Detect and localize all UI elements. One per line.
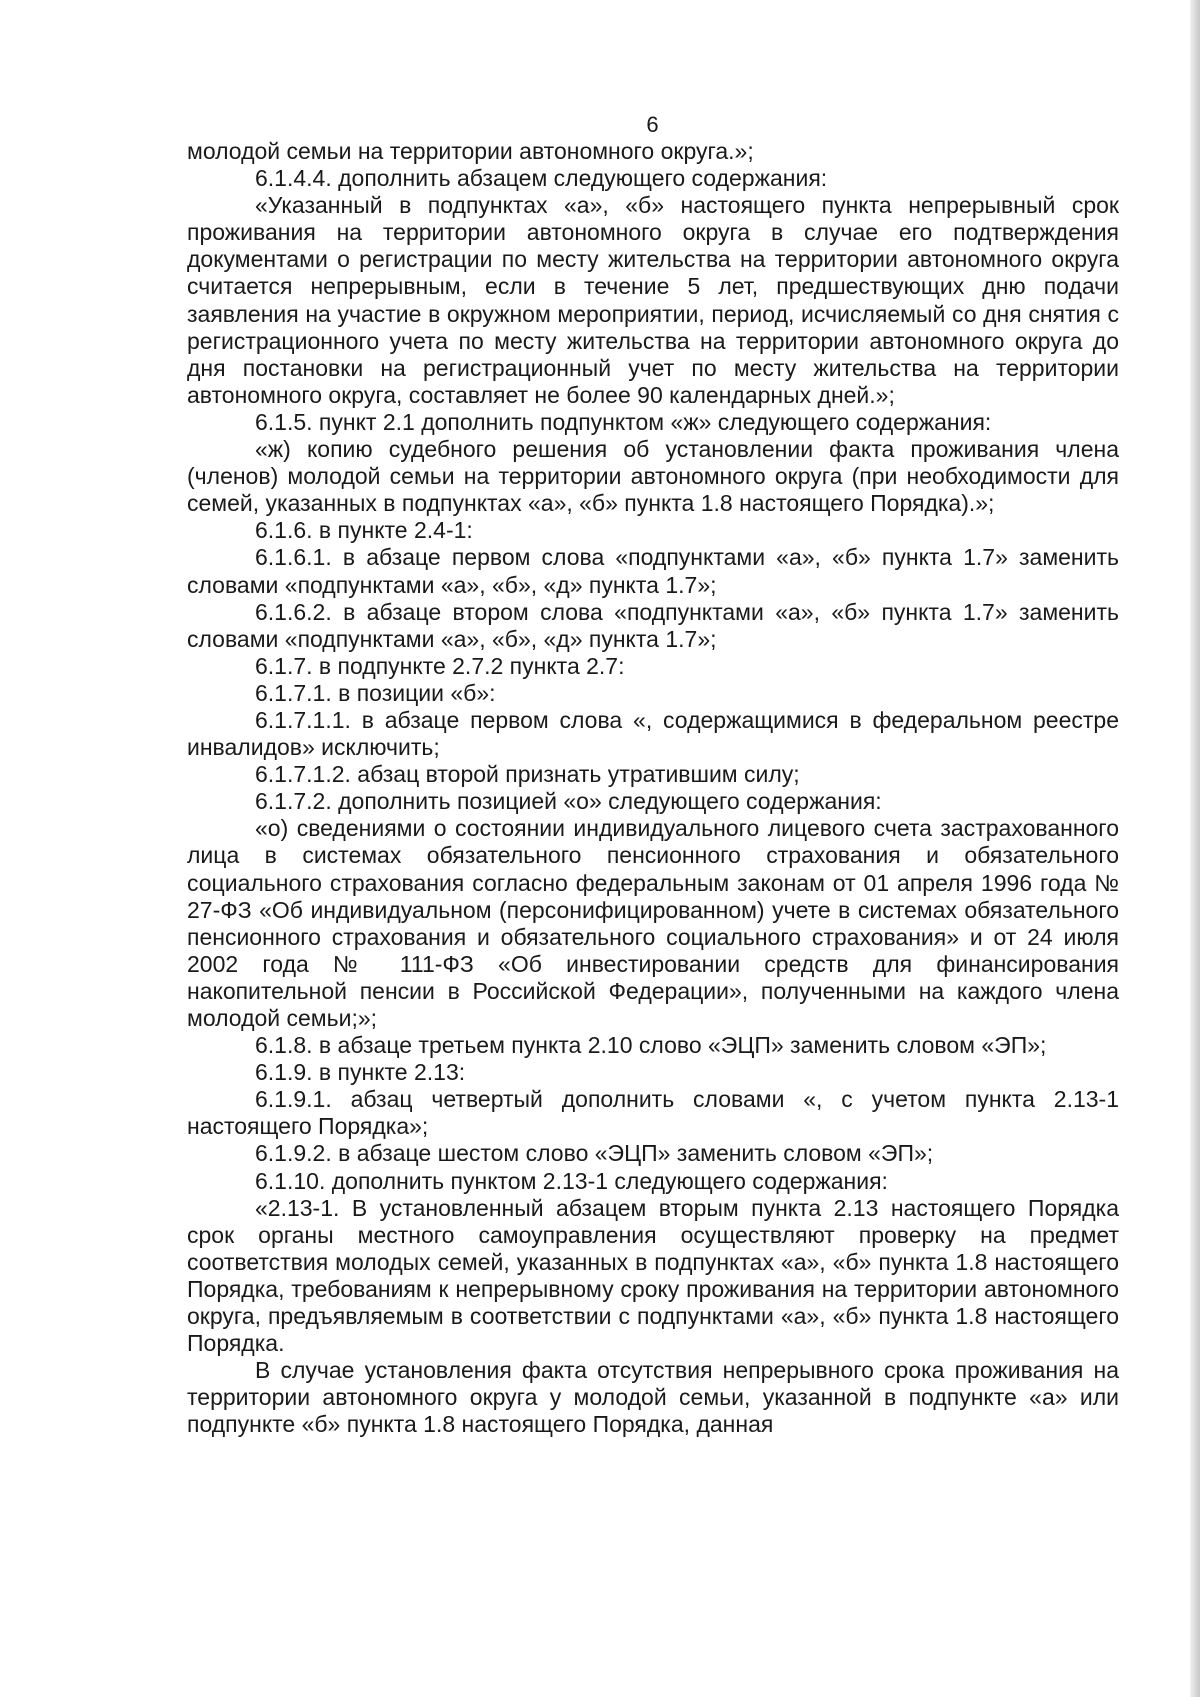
paragraph: 6.1.9. в пункте 2.13: [255,1059,466,1086]
paragraph: «о) сведениями о состоянии индивидуального лицевого счета застрахованного лица в системах обязательного пенсионного страхования и обязательного социального страхования согласно федеральным законам от 01 апреля 1996 года № 27-ФЗ «Об индивидуальном (персонифицированном) учете в системах обязательного пенсионного страхования и обязательного социального страхования» и от 24 июля 2002 года № 111-ФЗ «Об инвестировании средств для финансирования накопительной пенсии в Российской Федерации», полученными на каждого члена молодой семьи;»; [187,815,1119,1031]
paragraph: 6.1.8. в абзаце третьем пункта 2.10 слово «ЭЦП» заменить словом «ЭП»; [255,1032,1047,1059]
paragraph: 6.1.6.1. в абзаце первом слова «подпунктами «а», «б» пункта 1.7» заменить словами «подпунктами «а», «б», «д» пункта 1.7»; [187,544,1119,598]
document-body [187,138,1119,1439]
paragraph: 6.1.5. пункт 2.1 дополнить подпунктом «ж» следующего содержания: [255,408,992,435]
scan-edge-shadow [1190,0,1200,1697]
paragraph: 6.1.6.2. в абзаце втором слова «подпунктами «а», «б» пункта 1.7» заменить словами «подпунктами «а», «б», «д» пункта 1.7»; [187,598,1119,652]
page-number: 6 [646,112,659,137]
paragraph: 6.1.6. в пункте 2.4-1: [255,517,473,544]
paragraph: 6.1.10. дополнить пунктом 2.13-1 следующего содержания: [255,1167,888,1194]
paragraph: 6.1.9.1. абзац четвертый дополнить словами «, с учетом пункта 2.13-1 настоящего Порядка»; [187,1086,1119,1140]
paragraph: молодой семьи на территории автономного округа.»; [187,138,754,164]
paragraph: 6.1.7.1.1. в абзаце первом слова «, содержащимися в федеральном реестре инвалидов» исключить; [187,706,1119,761]
paragraph: 6.1.7.1. в позиции «б»: [255,679,496,706]
paragraph: 6.1.9.2. в абзаце шестом слово «ЭЦП» заменить словом «ЭП»; [255,1140,934,1167]
paragraph: 6.1.4.4. дополнить абзацем следующего содержания: [255,165,828,192]
paragraph: «2.13-1. В установленный абзацем вторым пункта 2.13 настоящего Порядка срок органы местного самоуправления осуществляют проверку на предмет соответствия молодых семей, указанных в подпунктах «а», «б» пункта 1.8 настоящего Порядка, требованиям к непрерывному сроку проживания на территории автономного округа, предъявляемым в соответствии с подпунктами «а», «б» пункта 1.8 настоящего Порядка. [187,1194,1119,1357]
paragraph: «Указанный в подпунктах «а», «б» настоящего пункта непрерывный срок проживания на территории автономного округа в случае его подтверждения документами о регистрации по месту жительства на территории автономного округа считается непрерывным, если в течение 5 лет, предшествующих дню подачи заявления на участие в окружном мероприятии, период, исчисляемый со дня снятия с регистрационного учета по месту жительства на территории автономного округа до дня постановки на регистрационный учет по месту жительства на территории автономного округа, составляет не более 90 календарных дней.»; [187,192,1119,408]
paragraph: 6.1.7.1.2. абзац второй признать утратившим силу; [255,761,800,788]
paragraph: 6.1.7. в подпункте 2.7.2 пункта 2.7: [255,652,625,679]
paragraph: 6.1.7.2. дополнить позицией «о» следующего содержания: [255,788,882,815]
paragraph: В случае установления факта отсутствия непрерывного срока проживания на территории автономного округа у молодой семьи, указанной в подпункте «а» или подпункте «б» пункта 1.8 настоящего Порядка, данная [187,1357,1119,1438]
paragraph: «ж) копию судебного решения об установлении факта проживания члена (членов) молодой семьи на территории автономного округа (при необходимости для семей, указанных в подпунктах «а», «б» пункта 1.8 настоящего Порядка).»; [187,436,1119,517]
